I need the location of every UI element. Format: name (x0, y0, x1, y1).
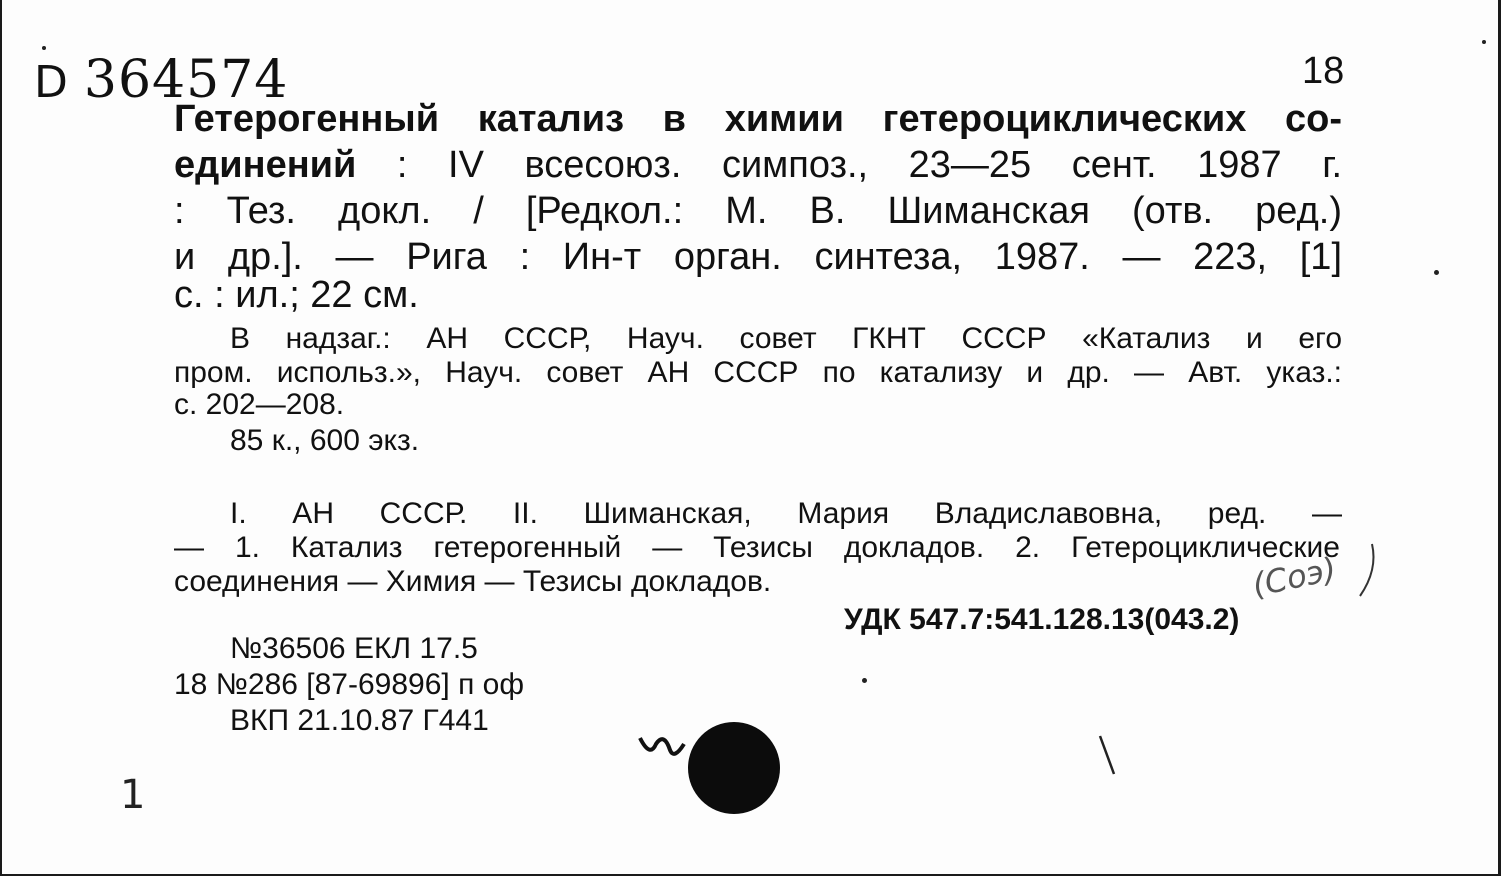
tracing-line-3: соединения — Химия — Тезисы докладов. (174, 565, 772, 598)
note-line-1: В надзаг.: АН СССР, Науч. совет ГКНТ СССР «Катализ и его (230, 322, 1342, 355)
price-line: 85 к., 600 экз. (230, 424, 420, 457)
stray-dot (862, 678, 867, 683)
tracing-line-2: — 1. Катализ гетерогенный — Тезисы докладов. 2. Гетероциклические (174, 531, 1340, 564)
pen-stroke-icon (1092, 730, 1122, 780)
pen-stroke-icon (1354, 540, 1384, 600)
page-number: 18 (1302, 50, 1345, 92)
imprint-line-3: : Тез. докл. / [Редкол.: М. В. Шиманская (отв. ред.) (174, 190, 1342, 232)
stray-dot (1434, 270, 1439, 275)
accession-line-3: ВКП 21.10.87 Г441 (230, 704, 489, 737)
title-line-2 (174, 142, 1342, 188)
handwritten-note: (Соэ) (1248, 549, 1340, 605)
accession-line-2: 18 №286 [87-69896] п оф (174, 668, 525, 701)
ink-blot-icon (622, 710, 802, 830)
call-prefix: D (34, 57, 69, 108)
note-line-3: с. 202—208. (174, 388, 345, 421)
stray-dot (1482, 40, 1486, 44)
handwritten-mark: 1 (120, 772, 146, 818)
accession-line-1: №36506 ЕКЛ 17.5 (230, 632, 478, 665)
note-line-2: пром. использ.», Науч. совет АН СССР по катализу и др. — Авт. указ.: (174, 356, 1342, 389)
title-line-1: Гетерогенный катализ в химии гетероциклических со- (174, 98, 1342, 140)
imprint-line-4: и др.]. — Рига : Ин-т орган. синтеза, 1987. — 223, [1] (174, 236, 1342, 278)
stray-dot (42, 46, 46, 50)
call-number-digits: 364574 (83, 50, 289, 110)
title-line-2-bold: единений (174, 144, 357, 186)
title-line-2-rest: : IV всесоюз. симпоз., 23—25 сент. 1987 г. (356, 144, 1342, 186)
physical-description: с. : ил.; 22 см. (174, 274, 419, 316)
udc-code: УДК 547.7:541.128.13(043.2) (844, 603, 1240, 636)
tracing-line-1: I. АН СССР. II. Шиманская, Мария Владиславовна, ред. — (230, 497, 1342, 530)
